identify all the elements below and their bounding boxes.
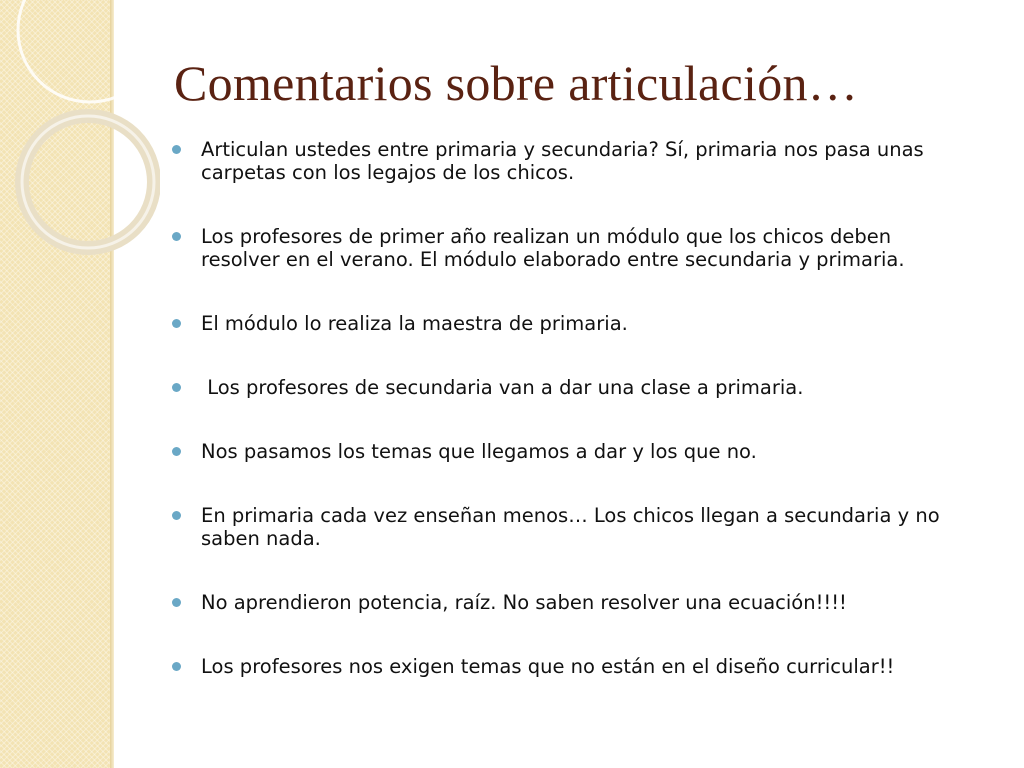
bullet-text: El módulo lo realiza la maestra de primaria. xyxy=(201,312,628,335)
slide-title: Comentarios sobre articulación… xyxy=(174,55,859,111)
bullet-text: No aprendieron potencia, raíz. No saben resolver una ecuación!!!! xyxy=(201,591,847,614)
bullet-dot-icon xyxy=(172,145,181,154)
bullet-dot-icon xyxy=(172,511,181,520)
bullet-text: Los profesores de secundaria van a dar una clase a primaria. xyxy=(201,376,804,399)
bullet-item xyxy=(170,591,960,614)
bullet-dot-icon xyxy=(172,319,181,328)
decorative-rings-icon xyxy=(0,0,160,260)
bullet-item xyxy=(170,138,960,184)
bullet-text: Los profesores de primer año realizan un módulo que los chicos deben resolver en el verano. El módulo elaborado entre secundaria y primaria. xyxy=(201,225,905,271)
bullet-item xyxy=(170,225,960,271)
bullet-dot-icon xyxy=(172,598,181,607)
bullet-dot-icon xyxy=(172,447,181,456)
bullet-text: Nos pasamos los temas que llegamos a dar y los que no. xyxy=(201,440,757,463)
bullet-dot-icon xyxy=(172,232,181,241)
bullet-item xyxy=(170,376,960,399)
bullet-dot-icon xyxy=(172,662,181,671)
bullet-item xyxy=(170,504,960,550)
bullet-item xyxy=(170,312,960,335)
bullet-text: Articulan ustedes entre primaria y secundaria? Sí, primaria nos pasa unas carpetas con los legajos de los chicos. xyxy=(201,138,924,184)
bullet-text: Los profesores nos exigen temas que no están en el diseño curricular!! xyxy=(201,655,895,678)
bullet-dot-icon xyxy=(172,383,181,392)
bullet-text: En primaria cada vez enseñan menos… Los chicos llegan a secundaria y no saben nada. xyxy=(201,504,940,550)
bullet-item xyxy=(170,655,960,678)
bullet-item xyxy=(170,440,960,463)
bullet-list xyxy=(170,138,960,678)
